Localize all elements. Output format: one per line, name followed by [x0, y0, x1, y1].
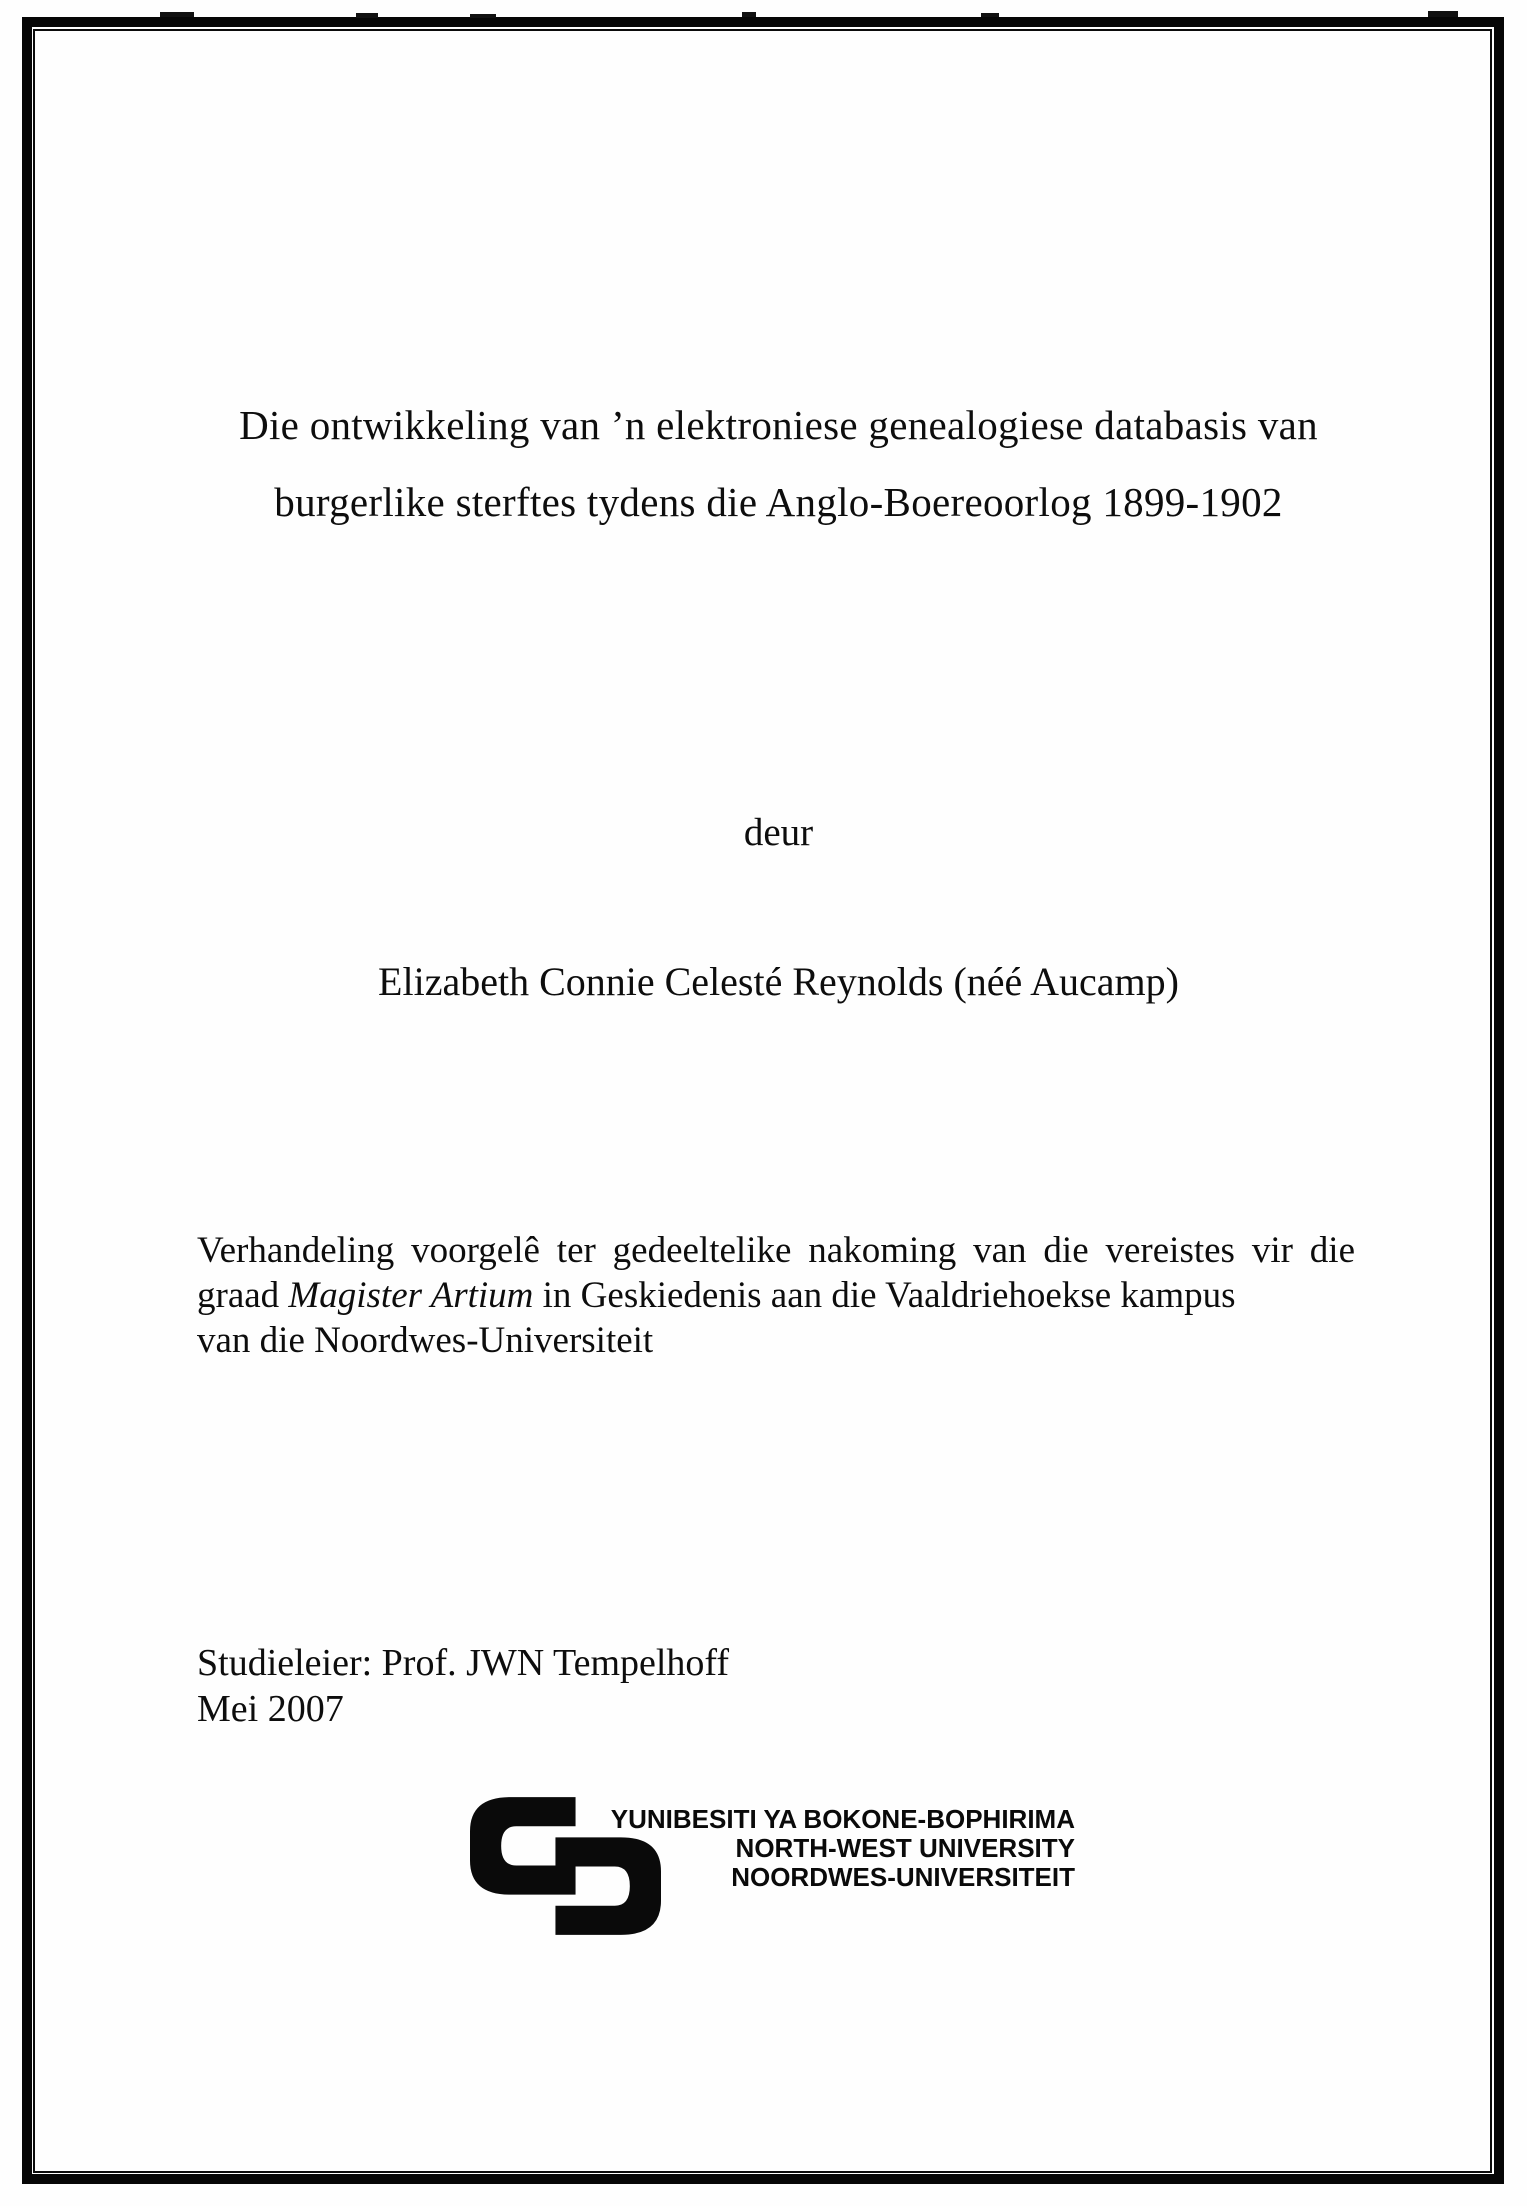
- logo-text-line3: NOORDWES-UNIVERSITEIT: [731, 1862, 1075, 1892]
- statement-line2: [197, 1273, 1355, 1318]
- university-logo-text: [590, 1805, 1075, 1892]
- scan-artifact: [470, 14, 496, 18]
- byline-deur: deur: [743, 811, 814, 854]
- statement-line3: van die Noordwes-Universiteit: [197, 1320, 654, 1361]
- supervisor-block: [197, 1640, 729, 1732]
- scan-artifact: [981, 13, 999, 17]
- statement-line2-pre: graad: [197, 1275, 289, 1316]
- scan-artifact: [742, 12, 756, 17]
- statement-line2-post: in Geskiedenis aan die Vaaldriehoekse kampus: [533, 1275, 1236, 1316]
- thesis-title-line2: burgerlike sterftes tydens die Anglo-Boereoorlog 1899-1902: [274, 479, 1283, 525]
- statement-line1: Verhandeling voorgelê ter gedeeltelike nakoming van die vereistes vir die: [197, 1230, 1355, 1271]
- author-name: Elizabeth Connie Celesté Reynolds (néé Aucamp): [378, 959, 1179, 1004]
- date-line: Mei 2007: [197, 1688, 344, 1730]
- scan-artifact: [160, 12, 194, 17]
- scan-artifact: [356, 13, 378, 18]
- logo-text-line1: YUNIBESITI YA BOKONE-BOPHIRIMA: [610, 1804, 1075, 1834]
- thesis-title-line1: Die ontwikkeling van ’n elektroniese genealogiese databasis van: [239, 402, 1318, 448]
- supervisor-line: Studieleier: Prof. JWN Tempelhoff: [197, 1642, 730, 1684]
- logo-text-line2: NORTH-WEST UNIVERSITY: [735, 1833, 1075, 1863]
- university-logo: [470, 1797, 1080, 1937]
- thesis-title: [30, 387, 1527, 541]
- scan-artifact: [1428, 11, 1458, 17]
- statement-line2-italic: Magister Artium: [288, 1275, 534, 1316]
- submission-statement: [197, 1228, 1355, 1363]
